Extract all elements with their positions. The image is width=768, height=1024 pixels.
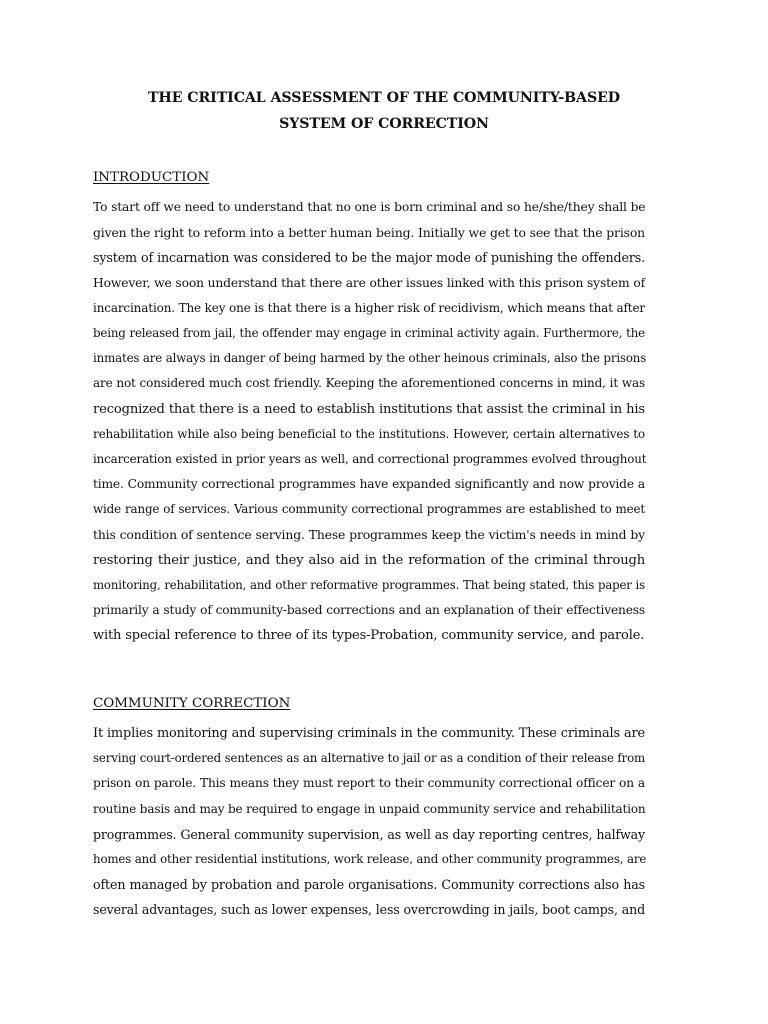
text-line: restoring their justice, and they also aid in the reformation of the criminal through [93, 552, 645, 568]
text-line: To start off we need to understand that no one is born criminal and so he/she/they shall be [93, 200, 646, 214]
text-line: rehabilitation while also being beneficial to the institutions. However, certain alternatives to [93, 426, 645, 441]
text-line: inmates are always in danger of being harmed by the other heinous criminals, also the prisons [93, 351, 647, 366]
section-heading-introduction: INTRODUCTION [93, 170, 210, 185]
text-line: incarceration existed in prior years as well, and correctional programmes evolved throughout [93, 451, 647, 466]
text-line: often managed by probation and parole organisations. Community corrections also has [93, 877, 645, 893]
text-line: incarcination. The key one is that there is a higher risk of recidivism, which means that after [93, 300, 645, 315]
text-line: being released from jail, the offender may engage in criminal activity again. Furthermore, the [93, 325, 645, 340]
text-line: are not considered much cost friendly. Keeping the aforementioned concerns in mind, it was [93, 376, 645, 391]
text-line: system of incarnation was considered to be the major mode of punishing the offenders. [93, 250, 645, 266]
text-line: with special reference to three of its types-Probation, community service, and parole. [93, 628, 645, 644]
text-line: However, we soon understand that there are other issues linked with this prison system of [93, 275, 645, 290]
text-line: routine basis and may be required to engage in unpaid community service and rehabilitation [93, 801, 646, 816]
text-line: recognized that there is a need to establish institutions that assist the criminal in his [93, 401, 645, 417]
text-line: primarily a study of community-based corrections and an explanation of their effectiveness [93, 603, 645, 617]
document-title-line-1: THE CRITICAL ASSESSMENT OF THE COMMUNITY-BASED [147, 90, 621, 106]
text-line: this condition of sentence serving. These programmes keep the victim's needs in mind by [93, 527, 645, 543]
text-line: programmes. General community supervision, as well as day reporting centres, halfway [93, 826, 645, 842]
text-line: serving court-ordered sentences as an alternative to jail or as a condition of their release from [93, 751, 646, 766]
text-line: It implies monitoring and supervising criminals in the community. These criminals are [93, 726, 645, 741]
text-line: homes and other residential institutions, work release, and other community programmes, are [93, 851, 647, 866]
introduction-paragraph [93, 195, 645, 648]
text-line: several advantages, such as lower expenses, less overcrowding in jails, boot camps, and [93, 902, 645, 918]
text-line: given the right to reform into a better human being. Initially we get to see that the prison [93, 225, 645, 241]
section-heading-community-correction: COMMUNITY CORRECTION [93, 696, 291, 711]
text-line: monitoring, rehabilitation, and other reformative programmes. That being stated, this paper is [93, 577, 645, 592]
text-line: time. Community correctional programmes have expanded significantly and now provide a [93, 477, 645, 492]
text-line: wide range of services. Various community correctional programmes are established to meet [93, 502, 645, 517]
document-title-line-2: SYSTEM OF CORRECTION [279, 116, 489, 132]
text-line: prison on parole. This means they must report to their community correctional officer on a [93, 776, 645, 791]
community-correction-paragraph [93, 721, 645, 923]
